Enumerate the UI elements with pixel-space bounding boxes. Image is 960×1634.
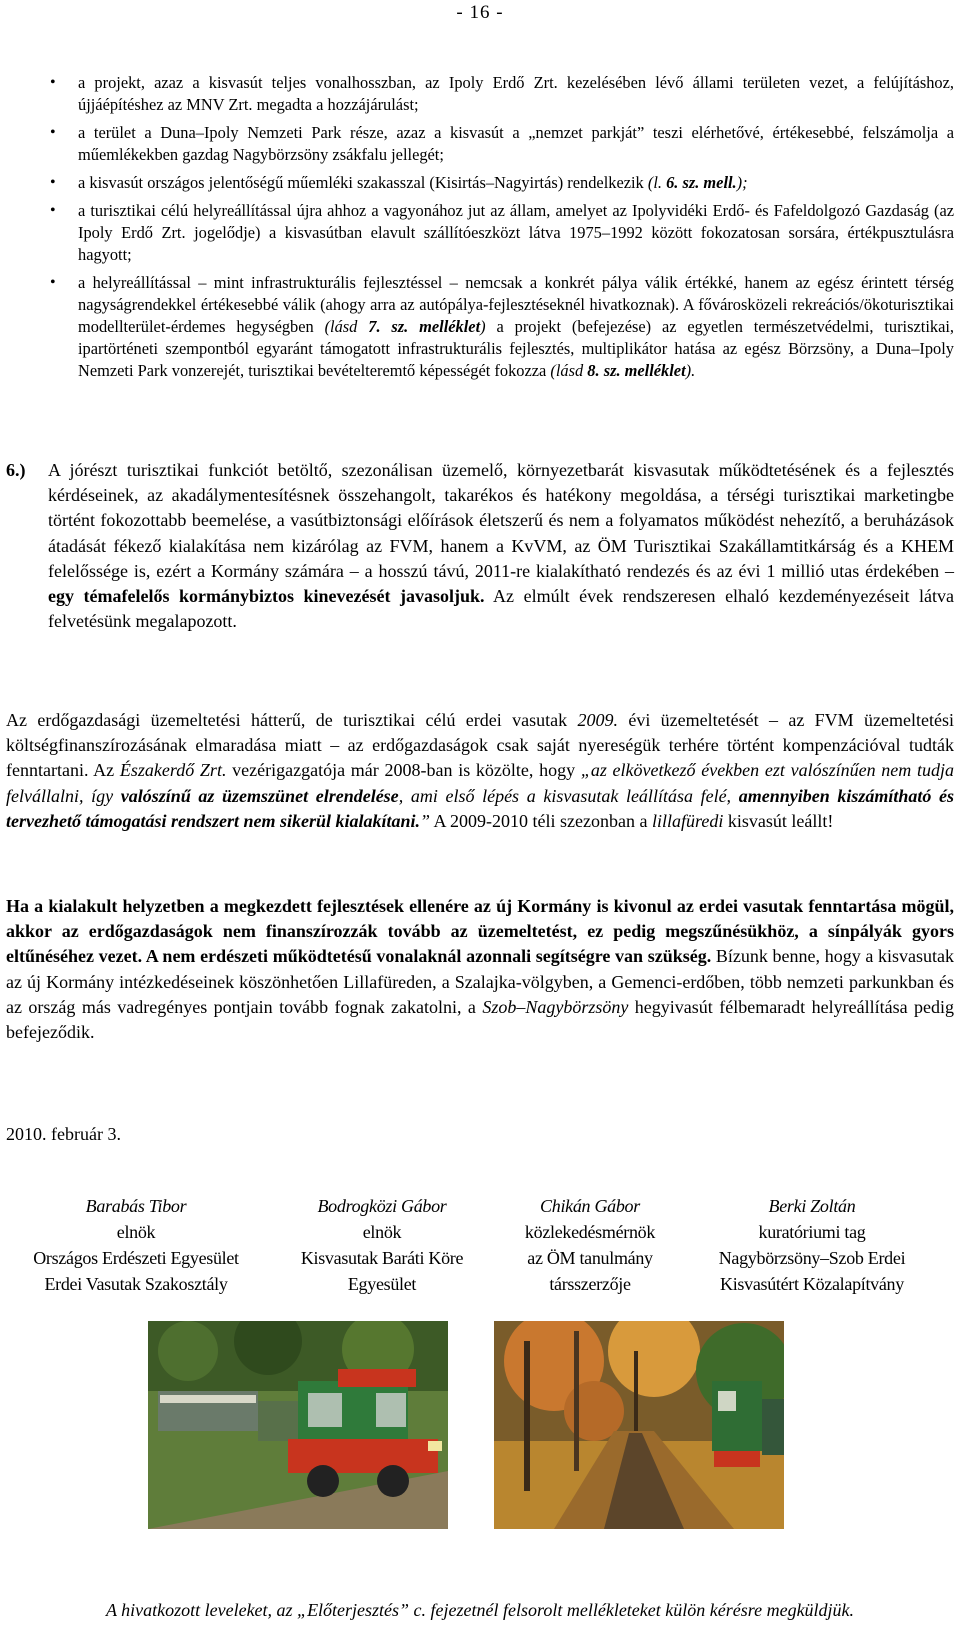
text-run: hegyivasút félbemaradt helyreállítása pedig befejeződik. <box>6 996 954 1043</box>
signer-org: Országos Erdészeti Egyesület <box>33 1248 239 1268</box>
signer-name: Barabás Tibor <box>85 1196 187 1216</box>
text-run: A jórészt turisztikai funkciót betöltő, szezonálisan üzemelő, környezetbarát kisvasutak működtetésének és a fejlesztés kérdéseinek, az akadálymentesítésnek összehangolt, takarékos és hatékony megoldása, a térségi turisztikai marketingbe történt fokozottabb beemelése, a vasútbiztonsági előírások életszerű és nem a folyamatos működést nehezítő, a beruházások átadását fékező kialakítása nem kizárólag az FVM, hanem a KvVM, az ÖM Turisztikai Szakállamtitkárság és a KHEM felelőssége is, ezért a Kormány számára – a hosszú távú, 2011-re kialakítható rendezés és az évi 1 millió utas érdekében – <box>48 460 954 581</box>
footer-note: A hivatkozott leveleket, az „Előterjesztés” c. fejezetnél felsorolt mellékleteket külön kérésre megküldjük. <box>105 1600 855 1620</box>
text-run: vezérigazgatója már 2008-ban is közölte, hogy <box>226 760 581 781</box>
text-run: a helyreállítással – mint infrastrukturális fejlesztéssel – nemcsak a konkrét pálya válik értékké, hanem az egész érintett térség nagyságrendekkel értékesebbé válik (ahogy arra az autópálya-fejlesztéseknél hivatkoznak). A fővárosközeli rekreációs/ökoturisztikai modellterület-érdemes hegységben <box>78 273 954 336</box>
text-run: ); <box>736 173 748 192</box>
signer-name: Chikán Gábor <box>540 1196 640 1216</box>
bullet-list <box>46 72 954 388</box>
text-run: „az elkövetkező években ezt valószínűen nem tudja felvállalni, így <box>6 760 954 806</box>
text-run: a kisvasút országos jelentőségű műemléki szakasszal (Kisirtás–Nagyirtás) rendelkezik <box>78 173 648 192</box>
signature-berki <box>719 1193 906 1297</box>
date: 2010. február 3. <box>6 1124 121 1144</box>
text-run: lillafüredi <box>652 810 724 831</box>
text-run: a projekt (befejezése) az egyetlen természetvédelmi, turisztikai, ipartörténeti szempontból egyaránt támogatott infrastrukturális fejlesztés, multiplikátor hatása az egész Börzsöny, a Duna–Ipoly Nemzeti Park vonzerejét, turisztikai bevételteremtő képességét fokozza <box>78 317 954 380</box>
signature-bodrogkozi <box>301 1193 463 1297</box>
text-run: 8. sz. melléklet <box>587 361 686 380</box>
text-run: 2009. <box>577 710 618 730</box>
text-run: kisvasút leállt! <box>723 810 834 831</box>
signer-org: Nagybörzsöny–Szob Erdei <box>718 1248 906 1268</box>
paragraph-appeal <box>6 894 954 1045</box>
locomotive-illustration <box>148 1321 448 1529</box>
text-run: Szob–Nagybörzsöny <box>482 996 629 1017</box>
text-run: évi üzemeltetését – az FVM üzemeltetési költségfinanszírozásának elmaradása miatt – az erdőgazdaságok csak saját nyereségük terhére történt kompenzációval tudták fenntartani. Az <box>6 710 955 781</box>
item-body <box>48 458 954 634</box>
text-run: amennyiben kiszámítható és tervezhető támogatási rendszert nem sikerül kialakítani. <box>6 785 954 831</box>
signer-org: Kisvasutak Baráti Köre <box>300 1248 464 1268</box>
text-run: , ami első lépés a kisvasutak leállítása felé, <box>398 785 739 806</box>
text-run: ) <box>480 317 486 336</box>
signature-block <box>0 1193 960 1303</box>
text-run: Bízunk benne, hogy a kisvasutak az új Kormány intézkedéseinek köszönhetően Lillafüreden, a Szalajka-völgyben, a Gemenci-erdőben, több nemzeti parkunkban és az ország más vadregényes pontjain tovább fognak zakatolni, a <box>6 946 954 1017</box>
signer-name: Berki Zoltán <box>768 1196 856 1216</box>
text-run: valószínű az üzemszünet elrendelése <box>120 785 399 806</box>
text-run: ” <box>420 810 431 831</box>
text-run: 6. sz. mell. <box>666 173 737 192</box>
bullet-item <box>46 272 954 382</box>
text-run: (l. <box>647 173 667 192</box>
page-number: - 16 - <box>456 2 504 23</box>
item-number: 6.) <box>6 460 26 480</box>
text-run: egy témafelelős kormánybiztos kinevezését javasoljuk. <box>48 586 485 607</box>
text-run: a terület a Duna–Ipoly Nemzeti Park része, azaz a kisvasút a „nemzet parkját” teszi elérhetővé, értékesebbé, felszámolja a műemlékekben gazdag Nagybörzsöny zsákfalu jellegét; <box>78 123 954 164</box>
text-run: ). <box>685 361 696 380</box>
signer-org: az ÖM tanulmány <box>527 1248 653 1268</box>
text-run: a turisztikai célú helyreállítással újra ahhoz a vagyonához jut az állam, amelyet az Ipolyvidéki Erdő- és Fafeldolgozó Gazdaság (az Ipoly Erdő Zrt. jogelődje) a kisvasútban elavult szállítóeszközt látva 1975–1992 között fokozatosan sorsára, értékpusztulásra hagyott; <box>78 201 954 264</box>
bullet-item <box>46 72 954 116</box>
bullet-item <box>46 200 954 266</box>
paragraph-funding <box>6 708 954 834</box>
signer-org: Erdei Vasutak Szakosztály <box>44 1274 228 1294</box>
signature-barabas <box>33 1193 239 1297</box>
bullet-item <box>46 172 954 194</box>
numbered-item-6 <box>6 458 954 634</box>
signer-org: Kisvasútért Közalapítvány <box>720 1274 904 1294</box>
signer-role: közlekedésmérnök <box>524 1222 656 1242</box>
signer-role: kuratóriumi tag <box>758 1222 866 1242</box>
text-run: Az erdőgazdasági üzemeltetési hátterű, de turisztikai célú erdei vasutak <box>6 710 578 730</box>
signer-role: elnök <box>116 1222 156 1242</box>
text-run: a projekt, azaz a kisvasút teljes vonalhosszban, az Ipoly Erdő Zrt. kezelésében lévő állami területen vezet, a felújításhoz, újjáépítéshez az MNV Zrt. megadta a hozzájárulást; <box>78 73 954 114</box>
photo-locomotive <box>148 1321 448 1529</box>
text-run: Ha a kialakult helyzetben a megkezdett fejlesztések ellenére az új Kormány is kivonul az erdei vasutak fenntartása mögül, akkor az erdőgazdaságok nem finanszírozzák tovább az üzemeltetést, ez pedig megszűnésükhöz, a sínpályák gyors eltűnéséhez vezet. A nem erdészeti működtetésű vonalaknál azonnali segítségre van szükség. <box>6 896 954 967</box>
bullet-item <box>46 122 954 166</box>
signer-org: Egyesület <box>347 1274 417 1294</box>
text-run: (lásd <box>324 317 369 336</box>
text-run: (lásd <box>550 361 588 380</box>
text-run: Az elmúlt évek rendszeresen elhaló kezdeményezéseit látva felvetésünk megalapozott. <box>48 586 954 632</box>
text-run: A 2009-2010 téli szezonban a <box>430 810 652 831</box>
forest-track-illustration <box>494 1321 784 1529</box>
text-run: 7. sz. melléklet <box>368 317 481 336</box>
signature-chikan <box>525 1193 655 1297</box>
photo-forest-track <box>494 1321 784 1529</box>
text-run: Északerdő Zrt. <box>119 760 227 781</box>
signer-role: elnök <box>362 1222 402 1242</box>
signer-name: Bodrogközi Gábor <box>317 1196 447 1216</box>
signer-org: társszerzője <box>549 1274 631 1294</box>
